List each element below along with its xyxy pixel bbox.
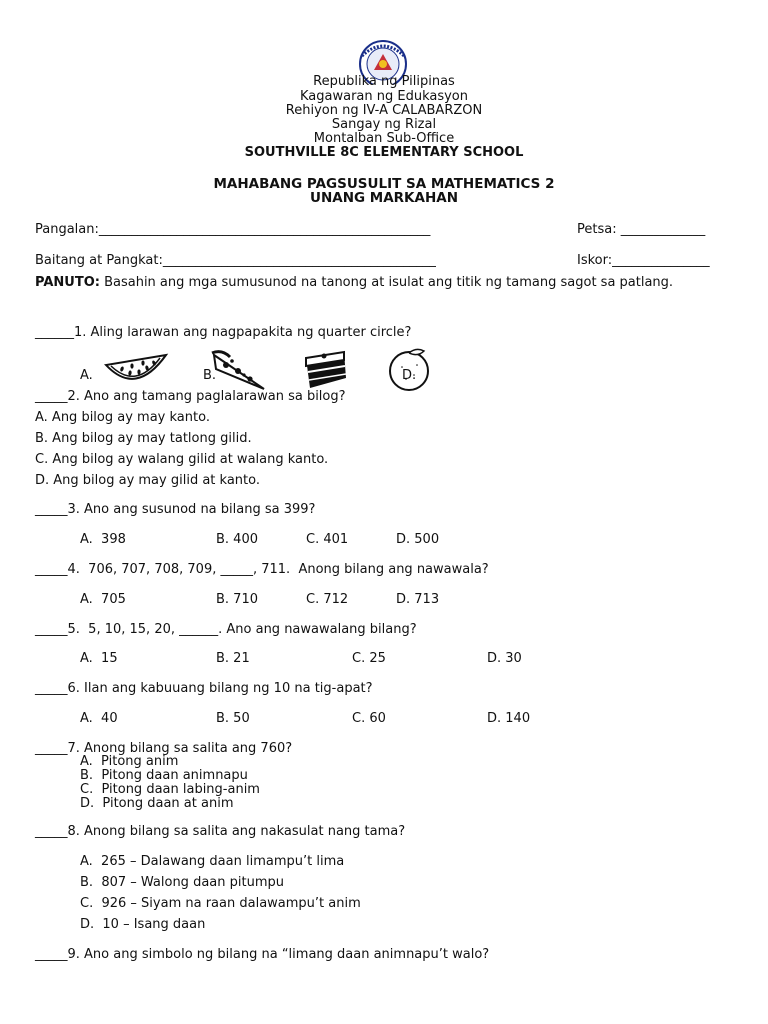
instructions-label: PANUTO: [35, 275, 100, 290]
header-region: Rehiyon ng IV-A CALABARZON [285, 103, 483, 118]
question-9: _____9. Ano ang simbolo ng bilang na “limang daan animnapu’t walo? [35, 947, 490, 962]
header-republic: Republika ng Pilipinas [313, 74, 455, 89]
q8-option-c[interactable]: C. 926 – Siyam na raan dalawampu’t anim [80, 896, 361, 911]
header-department: Kagawaran ng Edukasyon [299, 89, 469, 104]
q8-option-a[interactable]: A. 265 – Dalawang daan limampu’t lima [80, 854, 345, 869]
question-8: _____8. Anong bilang sa salita ang nakasulat nang tama? [35, 824, 406, 839]
instructions [35, 275, 673, 290]
q2-option-b[interactable]: B. Ang bilog ay may tatlong gilid. [35, 431, 252, 446]
q1-option-d[interactable]: D. [402, 368, 417, 383]
instructions-text: Basahin ang mga sumusunod na tanong at isulat ang titik ng tamang sagot sa patlang. [99, 275, 674, 290]
watermelon-slice-picture [102, 347, 170, 389]
q7-option-c[interactable]: C. Pitong daan labing-anim [80, 782, 260, 797]
q3-option-c[interactable]: C. 401 [306, 532, 349, 547]
q6-option-a[interactable]: A. 40 [80, 711, 118, 726]
grade-section-field[interactable]: Baitang at Pangkat:__________________________________________ [35, 253, 436, 268]
q1-option-a[interactable]: A. [80, 368, 93, 383]
date-field[interactable]: Petsa: _____________ [577, 222, 706, 237]
q4-option-d[interactable]: D. 713 [396, 592, 440, 607]
question-7: _____7. Anong bilang sa salita ang 760? [35, 741, 293, 756]
q8-option-d[interactable]: D. 10 – Isang daan [80, 917, 206, 932]
test-title: MAHABANG PAGSUSULIT SA MATHEMATICS 2 [213, 176, 555, 192]
q2-option-c[interactable]: C. Ang bilog ay walang gilid at walang kanto. [35, 452, 329, 467]
q3-option-b[interactable]: B. 400 [216, 532, 258, 547]
q6-option-b[interactable]: B. 50 [216, 711, 250, 726]
q5-option-d[interactable]: D. 30 [487, 651, 522, 666]
q3-option-d[interactable]: D. 500 [396, 532, 440, 547]
question-5: _____5. 5, 10, 15, 20, ______. Ano ang nawawalang bilang? [35, 622, 417, 637]
q3-option-a[interactable]: A. 398 [80, 532, 126, 547]
score-field[interactable]: Iskor:_______________ [577, 253, 710, 268]
q7-option-b[interactable]: B. Pitong daan animnapu [80, 768, 248, 783]
q4-option-a[interactable]: A. 705 [80, 592, 126, 607]
header-division: Sangay ng Rizal [331, 117, 437, 132]
pizza-slice-picture [208, 347, 268, 393]
question-4: _____4. 706, 707, 708, 709, _____, 711. Anong bilang ang nawawala? [35, 562, 489, 577]
q6-option-c[interactable]: C. 60 [352, 711, 386, 726]
header-school: SOUTHVILLE 8C ELEMENTARY SCHOOL [244, 145, 524, 160]
question-3: _____3. Ano ang susunod na bilang sa 399? [35, 502, 316, 517]
q4-option-b[interactable]: B. 710 [216, 592, 258, 607]
q6-option-d[interactable]: D. 140 [487, 711, 531, 726]
q4-option-c[interactable]: C. 712 [306, 592, 349, 607]
cake-slice-picture [300, 348, 352, 392]
header-sub-office: Montalban Sub-Office [313, 131, 455, 146]
question-6: _____6. Ilan ang kabuuang bilang ng 10 na tig-apat? [35, 681, 373, 696]
q7-option-a[interactable]: A. Pitong anim [80, 754, 179, 769]
q1-option-b[interactable]: B. [203, 368, 217, 383]
question-2: _____2. Ano ang tamang paglalarawan sa bilog? [35, 389, 346, 404]
name-field[interactable]: Pangalan:___________________________________________________ [35, 222, 431, 237]
question-1: ______1. Aling larawan ang nagpapakita ng quarter circle? [35, 325, 412, 340]
q2-option-d[interactable]: D. Ang bilog ay may gilid at kanto. [35, 473, 260, 488]
q7-option-d[interactable]: D. Pitong daan at anim [80, 796, 234, 811]
q8-option-b[interactable]: B. 807 – Walong daan pitumpu [80, 875, 284, 890]
q5-option-c[interactable]: C. 25 [352, 651, 386, 666]
q2-option-a[interactable]: A. Ang bilog ay may kanto. [35, 410, 210, 425]
test-subtitle: UNANG MARKAHAN [309, 190, 459, 206]
q5-option-a[interactable]: A. 15 [80, 651, 118, 666]
q5-option-b[interactable]: B. 21 [216, 651, 250, 666]
